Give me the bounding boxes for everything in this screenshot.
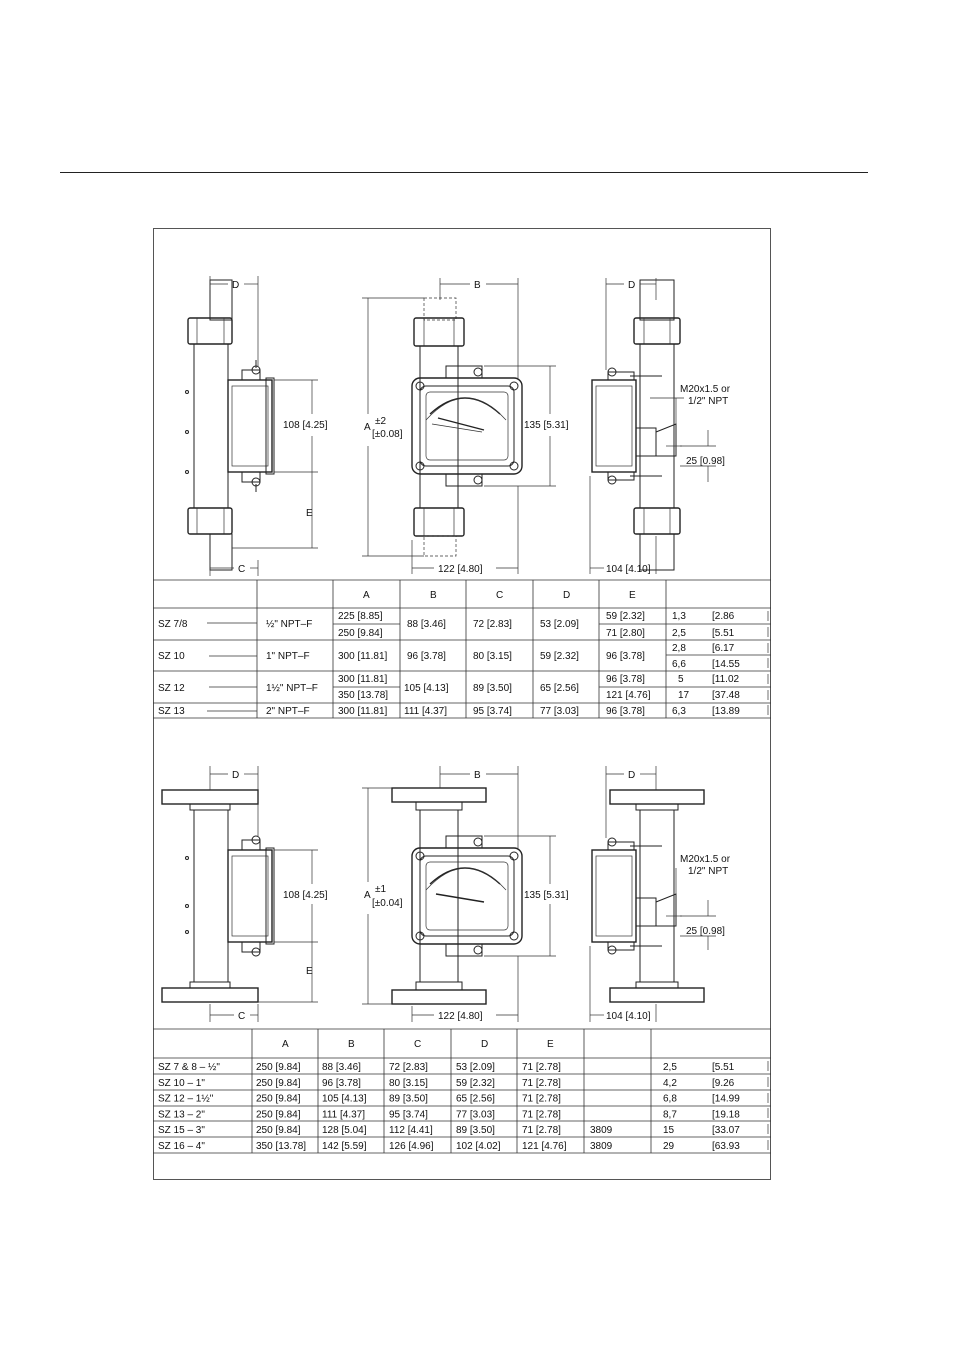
- bottom-dim-a-tol: ±1: [375, 884, 387, 895]
- top-row-d: 59 [2.32]: [540, 651, 579, 662]
- top-row-weight: 5: [678, 674, 684, 685]
- top-dim-122: 122 [4.80]: [438, 564, 483, 575]
- bottom-dim-a-tol-in: [±0.04]: [372, 898, 403, 909]
- bottom-header-e: E: [547, 1039, 554, 1050]
- top-row-a: 350 [13.78]: [338, 690, 389, 701]
- bottom-row-weight: 6,8: [663, 1093, 677, 1105]
- bottom-dim-c: C: [238, 1011, 246, 1022]
- bottom-row-d: 65 [2.56]: [456, 1093, 495, 1105]
- bottom-row-e: 71 [2.78]: [522, 1125, 561, 1137]
- bottom-dim-b: B: [474, 770, 481, 781]
- bottom-row-d: 53 [2.09]: [456, 1062, 495, 1073]
- bottom-row-e: 71 [2.78]: [522, 1109, 561, 1121]
- bottom-row-a: 250 [9.84]: [256, 1077, 301, 1089]
- bottom-row-weight-lb: [5.51: [712, 1062, 735, 1073]
- top-dim-b: B: [474, 280, 481, 291]
- bottom-row-d: 102 [4.02]: [456, 1141, 501, 1152]
- bottom-row-a: 250 [9.84]: [256, 1125, 301, 1137]
- top-table: [153, 580, 771, 718]
- bottom-dim-104: 104 [4.10]: [606, 1011, 651, 1022]
- top-row-weight: 2,8: [672, 643, 686, 654]
- bottom-dim-25: 25 [0.98]: [686, 926, 725, 937]
- top-row-c: 72 [2.83]: [473, 619, 512, 630]
- top-dim-104: 104 [4.10]: [606, 564, 651, 575]
- top-row-c: 80 [3.15]: [473, 651, 512, 662]
- top-row-a: 300 [11.81]: [338, 651, 388, 662]
- bottom-table: [153, 1029, 771, 1153]
- bottom-rows: [158, 1062, 740, 1152]
- bottom-row-sz: SZ 13 – 2": [158, 1109, 205, 1121]
- bottom-header-c: C: [414, 1039, 422, 1050]
- top-row-c: 89 [3.50]: [473, 683, 512, 694]
- top-row-conn: 1" NPT–F: [266, 651, 310, 662]
- bottom-row-e: 71 [2.78]: [522, 1062, 561, 1073]
- top-row-e: 59 [2.32]: [606, 611, 645, 622]
- top-row-weight: 6,3: [672, 706, 686, 717]
- bottom-side-view-left: [162, 766, 328, 1022]
- bottom-row-weight-lb: [19.18: [712, 1109, 740, 1121]
- top-row-a: 225 [8.85]: [338, 611, 383, 622]
- bottom-row-weight-lb: [33.07: [712, 1125, 740, 1137]
- top-row-sz: SZ 13: [158, 706, 185, 717]
- top-side-view-right: [590, 278, 731, 575]
- top-dim-e: E: [306, 508, 313, 519]
- top-row-d: 77 [3.03]: [540, 706, 579, 717]
- top-row-d: 65 [2.56]: [540, 683, 579, 694]
- top-row-e: 96 [3.78]: [606, 706, 645, 717]
- bottom-row-extra: 3809: [590, 1141, 613, 1152]
- bottom-row-weight: 4,2: [663, 1077, 677, 1089]
- bottom-dim-122: 122 [4.80]: [438, 1011, 483, 1022]
- top-row-weight-lb: [37.48: [712, 690, 740, 701]
- top-row-e: 121 [4.76]: [606, 690, 651, 701]
- top-dim-d-left: D: [232, 280, 240, 291]
- bottom-row-sz: SZ 12 – 1½": [158, 1093, 214, 1105]
- top-row-a: 300 [11.81]: [338, 674, 388, 685]
- bottom-row-sz: SZ 16 – 4": [158, 1141, 205, 1152]
- bottom-row-b: 96 [3.78]: [322, 1077, 361, 1089]
- top-dim-a: A: [364, 422, 371, 433]
- bottom-row-d: 77 [3.03]: [456, 1109, 495, 1121]
- bottom-row-sz: SZ 10 – 1": [158, 1077, 205, 1089]
- bottom-row-weight-lb: [9.26: [712, 1077, 735, 1089]
- top-header-c: C: [496, 590, 504, 601]
- bottom-row-c: 112 [4.41]: [389, 1125, 433, 1137]
- bottom-row-b: 111 [4.37]: [322, 1109, 365, 1121]
- top-row-c: 95 [3.74]: [473, 706, 512, 717]
- top-header-e: E: [629, 590, 636, 601]
- bottom-row-e: 121 [4.76]: [522, 1141, 567, 1152]
- top-dim-d-right: D: [628, 280, 636, 291]
- bottom-row-d: 59 [2.32]: [456, 1077, 495, 1089]
- bottom-dim-a: A: [364, 890, 371, 901]
- top-row-weight-lb: [6.17: [712, 643, 735, 654]
- bottom-row-c: 80 [3.15]: [389, 1077, 428, 1089]
- bottom-row-a: 250 [9.84]: [256, 1109, 301, 1121]
- top-dim-25: 25 [0.98]: [686, 456, 725, 467]
- top-row-b: 111 [4.37]: [404, 706, 447, 717]
- bottom-row-extra: 3809: [590, 1125, 613, 1137]
- bottom-header-a: A: [282, 1039, 289, 1050]
- bottom-header-b: B: [348, 1039, 355, 1050]
- top-row-a: 300 [11.81]: [338, 706, 388, 717]
- bottom-row-b: 142 [5.59]: [322, 1141, 367, 1152]
- top-dim-a-tol-in: [±0.08]: [372, 429, 403, 440]
- bottom-row-weight: 2,5: [663, 1062, 677, 1073]
- bottom-conn-line2: 1/2" NPT: [688, 866, 729, 877]
- bottom-row-a: 250 [9.84]: [256, 1093, 301, 1105]
- bottom-row-c: 89 [3.50]: [389, 1093, 428, 1105]
- bottom-row-weight: 15: [663, 1125, 675, 1137]
- bottom-row-c: 126 [4.96]: [389, 1141, 434, 1152]
- top-row-weight-lb: [13.89: [712, 706, 740, 717]
- top-row-b: 105 [4.13]: [404, 683, 449, 694]
- top-row-e: 96 [3.78]: [606, 651, 645, 662]
- bottom-row-sz: SZ 15 – 3": [158, 1125, 205, 1137]
- top-conn-line2: 1/2" NPT: [688, 396, 729, 407]
- top-row-conn: 1½" NPT–F: [266, 683, 318, 694]
- top-dim-135: 135 [5.31]: [524, 420, 569, 431]
- bottom-row-e: 71 [2.78]: [522, 1093, 561, 1105]
- top-row-d: 53 [2.09]: [540, 619, 579, 630]
- top-row-weight: 6,6: [672, 659, 686, 670]
- top-dim-108: 108 [4.25]: [283, 420, 328, 431]
- bottom-row-weight-lb: [14.99: [712, 1093, 740, 1105]
- bottom-header-d: D: [481, 1039, 489, 1050]
- bottom-row-a: 350 [13.78]: [256, 1141, 307, 1152]
- bottom-dim-e: E: [306, 966, 313, 977]
- bottom-row-weight-lb: [63.93: [712, 1141, 740, 1152]
- bottom-row-b: 128 [5.04]: [322, 1125, 367, 1137]
- top-front-view: [362, 278, 569, 575]
- top-row-weight-lb: [14.55: [712, 659, 740, 670]
- top-row-sz: SZ 12: [158, 683, 185, 694]
- bottom-row-c: 95 [3.74]: [389, 1109, 428, 1121]
- top-dim-a-tol: ±2: [375, 416, 387, 427]
- top-row-weight-lb: [11.02: [712, 674, 740, 685]
- bottom-row-a: 250 [9.84]: [256, 1062, 301, 1073]
- top-header-a: A: [363, 590, 370, 601]
- bottom-dim-108: 108 [4.25]: [283, 890, 328, 901]
- top-side-view-left: [186, 276, 328, 576]
- top-row-conn: 2" NPT–F: [266, 706, 310, 717]
- bottom-row-e: 71 [2.78]: [522, 1077, 561, 1089]
- bottom-dim-135: 135 [5.31]: [524, 890, 569, 901]
- bottom-row-d: 89 [3.50]: [456, 1125, 495, 1137]
- top-row-weight: 1,3: [672, 611, 686, 622]
- bottom-front-view: [362, 766, 569, 1022]
- top-row-b: 88 [3.46]: [407, 619, 446, 630]
- top-conn-line1: M20x1.5 or: [680, 384, 731, 395]
- bottom-dim-d-right: D: [628, 770, 636, 781]
- bottom-row-weight: 29: [663, 1141, 675, 1152]
- bottom-dim-d-left: D: [232, 770, 240, 781]
- top-header-b: B: [430, 590, 437, 601]
- bottom-conn-line1: M20x1.5 or: [680, 854, 731, 865]
- top-dim-c: C: [238, 564, 246, 575]
- bottom-row-b: 88 [3.46]: [322, 1062, 361, 1073]
- top-row-weight-lb: [2.86: [712, 611, 735, 622]
- top-row-weight: 17: [678, 690, 690, 701]
- bottom-row-weight: 8,7: [663, 1109, 677, 1121]
- bottom-row-b: 105 [4.13]: [322, 1093, 367, 1105]
- top-row-b: 96 [3.78]: [407, 651, 446, 662]
- top-row-weight-lb: [5.51: [712, 628, 735, 639]
- bottom-row-c: 72 [2.83]: [389, 1062, 428, 1073]
- top-row-a: 250 [9.84]: [338, 628, 383, 639]
- top-row-sz: SZ 7/8: [158, 619, 188, 630]
- top-row-conn: ½" NPT–F: [266, 619, 313, 630]
- top-row-e: 71 [2.80]: [606, 628, 645, 639]
- top-header-d: D: [563, 590, 571, 601]
- bottom-row-sz: SZ 7 & 8 – ½": [158, 1062, 220, 1073]
- top-row-weight: 2,5: [672, 628, 686, 639]
- bottom-side-view-right: [590, 766, 731, 1022]
- top-row-e: 96 [3.78]: [606, 674, 645, 685]
- top-row-sz: SZ 10: [158, 651, 185, 662]
